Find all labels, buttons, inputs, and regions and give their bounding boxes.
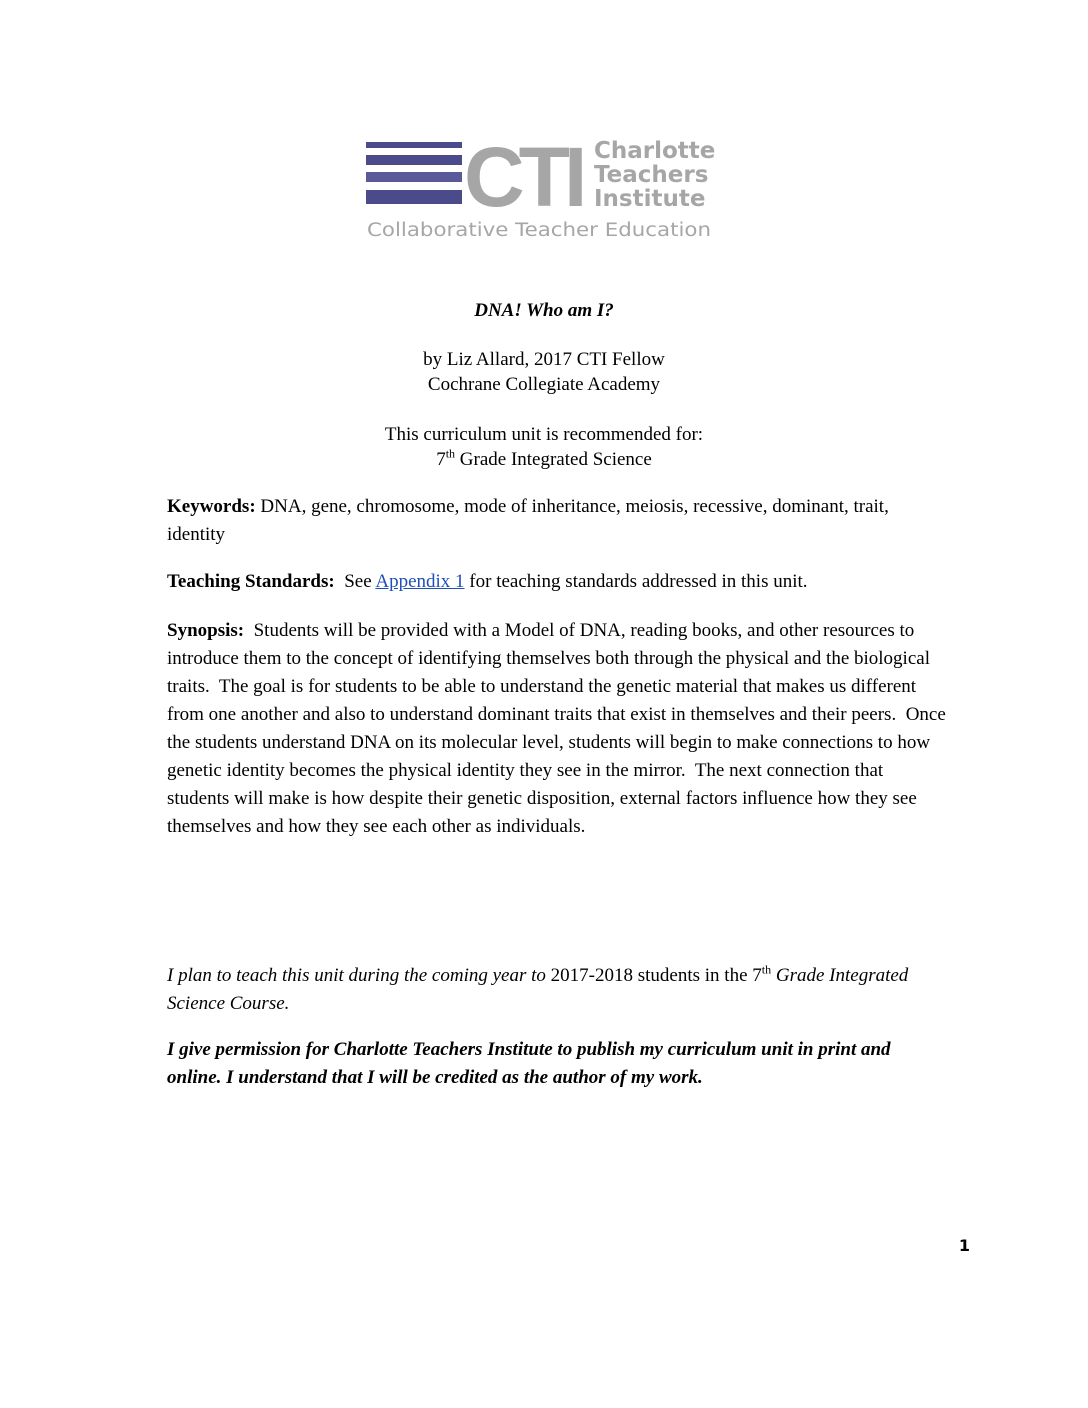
cti-logo-graphic: [366, 134, 726, 244]
plan-part3: Grade Integrated Science Course.: [167, 965, 909, 1014]
byline: [0, 347, 1088, 397]
logo-bar: [366, 142, 462, 148]
appendix-link[interactable]: Appendix 1: [375, 571, 465, 592]
cti-logo: [366, 134, 726, 244]
standards-pre: See: [334, 571, 376, 592]
school-line: Cochrane Collegiate Academy: [427, 374, 661, 395]
synopsis-label: Synopsis:: [167, 620, 245, 641]
keywords-text: DNA, gene, chromosome, mode of inheritance, meiosis, recessive, dominant, trait, identity: [167, 496, 889, 545]
plan-part2: 2017-2018 students in the 7: [545, 965, 762, 986]
teaching-standards-paragraph: [167, 568, 947, 596]
logo-name-line1: Charlotte: [594, 138, 716, 164]
recommendation-intro: This curriculum unit is recommended for:: [384, 424, 704, 445]
document-title: DNA! Who am I?: [474, 300, 614, 321]
plan-sup: th: [761, 962, 772, 977]
page-number: 1: [958, 1236, 970, 1255]
standards-label: Teaching Standards:: [167, 571, 335, 592]
logo-tagline: Collaborative Teacher Education: [367, 220, 711, 241]
logo-name-line3: Institute: [594, 186, 706, 212]
permission-statement: I give permission for Charlotte Teachers Institute to publish my curriculum unit in print and online. I understand that I will be credited as the author of my work.: [167, 1039, 891, 1088]
recommendation: [0, 422, 1088, 472]
plan-part1: I plan to teach this unit during the coming year to: [167, 965, 546, 986]
logo-bar: [366, 172, 462, 182]
grade-number: 7: [436, 449, 446, 470]
keywords-label: Keywords:: [167, 496, 256, 517]
synopsis-text: Students will be provided with a Model of DNA, reading books, and other resources to introduce them to the concept of identifying themselves both through the physical and the biological traits. The goal is for students to be able to understand the genetic material that makes us different from one another and also to understand dominant traits that exist in themselves and their peers. Once the students understand DNA on its molecular level, students will begin to make connections to how genetic identity becomes the physical identity they see in the mirror. The next connection that students will make is how despite their genetic disposition, external factors influence how they see themselves and how they see each other as individuals.: [167, 620, 951, 837]
plan-statement: [167, 962, 947, 1018]
standards-post: for teaching standards addressed in this unit.: [464, 571, 808, 592]
grade-suffix: th: [445, 446, 456, 461]
synopsis-paragraph: [167, 617, 951, 841]
logo-abbr: CTI: [464, 134, 582, 224]
course-name: Grade Integrated Science: [455, 449, 652, 470]
keywords-paragraph: [167, 493, 947, 549]
logo-name-line2: Teachers: [594, 162, 709, 188]
logo-bar: [366, 190, 462, 204]
author-line: by Liz Allard, 2017 CTI Fellow: [423, 349, 665, 370]
recommendation-course: [0, 447, 1088, 472]
logo-bar: [366, 155, 462, 165]
